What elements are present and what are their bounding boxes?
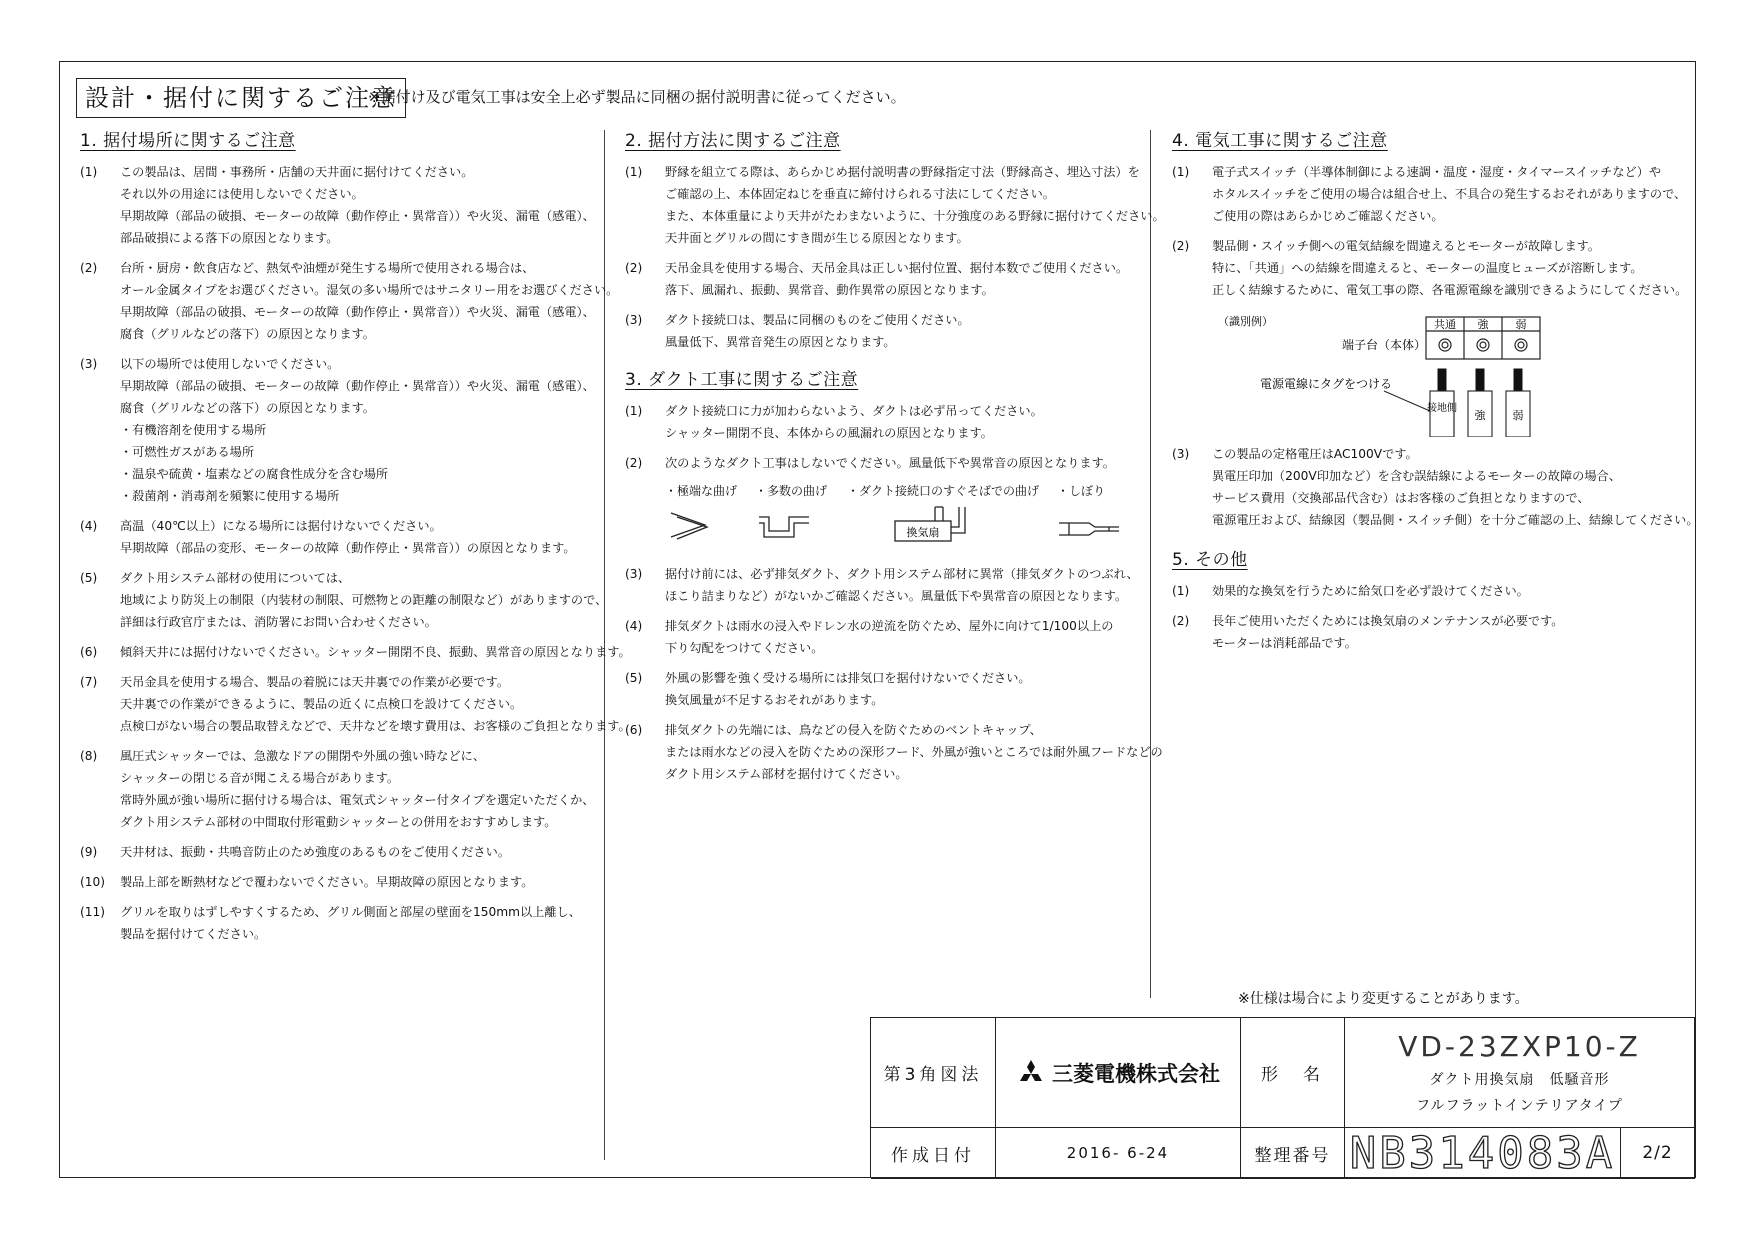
item-line: 天井面とグリルの間にすき間が生じる原因となります。 [665,231,969,245]
item-line: 部品破損による落下の原因となります。 [120,231,339,245]
note-item [1172,235,1692,301]
section-2-items [625,161,1165,353]
item-line: この製品の定格電圧はAC100Vです。 [1212,447,1418,461]
note-item [625,452,1145,474]
item-line: オール金属タイプをお選びください。湿気の多い場所ではサニタリー用をお選びください。 [120,283,619,297]
item-line: 異電圧印加（200V印加など）を含む誤結線によるモーターの故障の場合、 [1212,469,1621,483]
note-item [1172,161,1692,227]
document-number-cell [1345,1128,1621,1179]
page-title: 設計・据付に関するご注意 [76,78,406,118]
company-name: 三菱電機株式会社 [1052,1061,1220,1086]
item-line: 高温（40℃以上）になる場所には据付けないでください。 [120,519,442,533]
item-line: グリルを取りはずしやすくするため、グリル側面と部屋の壁面を150mm以上離し、 [120,905,581,919]
item-line: 傾斜天井には据付けないでください。シャッター開閉不良、振動、異常音の原因となります。 [120,645,631,659]
section-1-heading: 1. 据付場所に関するご注意 [80,131,296,151]
section-3-items-b [625,563,1163,785]
item-text [665,667,1031,711]
item-number: (1) [625,404,643,418]
item-line: ・可燃性ガスがある場所 [120,445,255,459]
date-label: 作成日付 [871,1128,996,1179]
duct-example-label: ・しぼり [1057,484,1106,498]
item-number: (6) [80,645,98,659]
section-3-items-a [625,400,1145,474]
note-item [80,161,600,249]
item-line: 早期故障（部品の変形、モーターの故障（動作停止・異常音））の原因となります。 [120,541,576,555]
item-text [665,719,1163,785]
note-item [625,257,1145,301]
item-number: (1) [625,165,643,179]
item-line: この製品は、居間・事務所・店舗の天井面に据付けてください。 [120,165,474,179]
terminal-label: 端子台（本体） [1342,338,1427,352]
item-line: 腐食（グリルなどの落下）の原因となります。 [120,327,375,341]
item-number: (5) [80,571,98,585]
item-number: (2) [625,456,643,470]
item-line: 製品上部を断熱材などで覆わないでください。早期故障の原因となります。 [120,875,534,889]
company-logo [1016,1058,1220,1088]
note-item [625,400,1145,444]
item-line: ホタルスイッチをご使用の場合は組合せ上、不具合の発生するおそれがありますので、 [1212,187,1687,201]
item-number: (11) [80,905,106,919]
item-line: 外風の影響を強く受ける場所には排気口を据付けないでください。 [665,671,1031,685]
item-number: (5) [625,671,643,685]
item-line: 排気ダクトの先端には、鳥などの侵入を防ぐためのベントキャップ、 [665,723,1042,737]
item-text [120,161,595,249]
item-line: ・温泉や硫黄・塩素などの腐食性成分を含む場所 [120,467,389,481]
item-line: ダクト接続口は、製品に同梱のものをご使用ください。 [665,313,970,327]
item-line: 詳細は行政官庁または、消防署にお問い合わせください。 [120,615,437,629]
item-line: ・殺菌剤・消毒剤を頻繁に使用する場所 [120,489,340,503]
item-line: ご確認の上、本体固定ねじを垂直に締付けられる寸法にしてください。 [665,187,1055,201]
item-line: 次のようなダクト工事はしないでください。風量低下や異常音の原因となります。 [665,456,1115,470]
item-text [1212,235,1687,301]
fan-label: 換気扇 [906,526,940,539]
note-item [625,719,1163,785]
item-text [120,841,510,863]
note-item [1172,610,1692,654]
item-number: (3) [625,567,643,581]
section-4-items-a [1172,161,1692,301]
item-text [120,515,576,559]
note-item [625,667,1145,711]
item-number: (9) [80,845,98,859]
duct-examples-diagram [669,503,1149,553]
tag-strong: 強 [1474,409,1486,422]
section-4-items-b [1172,443,1699,531]
spec-change-note: ※仕様は場合により変更することがあります。 [1238,991,1529,1007]
item-text [1212,580,1529,602]
section-2-heading: 2. 据付方法に関するご注意 [625,131,841,151]
item-number: (1) [1172,165,1190,179]
projection-method: 第3角図法 [871,1018,996,1128]
multiple-bends-icon [759,517,809,531]
item-line: 常時外風が強い場所に据付ける場合は、電気式シャッター付タイプを選定いただくか、 [120,793,595,807]
wiring-identification-diagram [1172,307,1632,437]
note-item [625,615,1145,659]
item-text [665,257,1128,301]
note-item [625,309,1145,353]
item-number: (1) [1172,584,1190,598]
item-number: (2) [625,261,643,275]
item-line: 換気風量が不足するおそれがあります。 [665,693,884,707]
note-item [80,353,600,507]
item-line: 特に、「共通」への結線を間違えると、モーターの温度ヒューズが溶断します。 [1212,261,1643,275]
item-number: (4) [80,519,98,533]
item-line: 天吊金具を使用する場合、製品の着脱には天井裏での作業が必要です。 [120,675,510,689]
item-number: (6) [625,723,643,737]
item-line: 早期故障（部品の破損、モーターの故障（動作停止・異常音））や火災、漏電（感電）、 [120,305,595,319]
note-item [80,671,631,737]
item-line: 電源電圧および、結線図（製品側・スイッチ側）を十分ご確認の上、結線してください。 [1212,513,1699,527]
note-item [1172,443,1699,531]
item-line: 天吊金具を使用する場合、天吊金具は正しい据付位置、据付本数でご使用ください。 [665,261,1129,275]
item-line: 天井材は、振動・共鳴音防止のため強度のあるものをご使用ください。 [120,845,510,859]
item-text [665,615,1113,659]
section-1-items [80,161,631,945]
item-line: 腐食（グリルなどの落下）の原因となります。 [120,401,375,415]
item-line: 落下、風漏れ、振動、異常音、動作異常の原因となります。 [665,283,994,297]
item-line: サービス費用（交換部品代含む）はお客様のご負担となりますので、 [1212,491,1590,505]
item-number: (3) [80,357,98,371]
item-line: ダクト用システム部材の使用については、 [120,571,351,585]
item-text [120,745,594,833]
section-5-heading: 5. その他 [1172,550,1248,570]
title-block [870,1017,1696,1178]
item-number: (8) [80,749,98,763]
note-item [80,567,608,633]
item-line: 天井裏での作業ができるように、製品の近くに点検口を設けてください。 [120,697,523,711]
item-line: 据付け前には、必ず排気ダクト、ダクト用システム部材に異常（排気ダクトのつぶれ、 [665,567,1139,581]
item-line: 野縁を組立てる際は、あらかじめ据付説明書の野縁指定寸法（野縁高さ、埋込寸法）を [665,165,1140,179]
note-item [80,257,619,345]
item-number: (2) [1172,614,1190,628]
item-text [120,353,595,507]
item-text [665,400,1043,444]
item-text [1212,161,1686,227]
note-item [80,641,631,663]
section-2 [625,126,1165,793]
terminal-common: 共通 [1434,318,1456,331]
item-line: 電子式スイッチ（半導体制御による速調・温度・湿度・タイマースイッチなど）や [1212,165,1662,179]
tag-note: 電源電線にタグをつける [1260,377,1393,391]
model-description-2: フルフラットインテリアタイプ [1416,1098,1623,1114]
item-text [665,563,1139,607]
item-line: シャッター開閉不良、本体からの風漏れの原因となります。 [665,426,993,440]
item-line: 正しく結線するために、電気工事の際、各電源電線を識別できるようにしてください。 [1212,283,1688,297]
item-number: (4) [625,619,643,633]
item-text [665,309,970,353]
item-number: (10) [80,875,106,889]
item-line: 早期故障（部品の破損、モーターの故障（動作停止・異常音））や火災、漏電（感電）、 [120,379,595,393]
note-item [80,515,600,559]
model-number: VD-23ZXP10-Z [1398,1030,1641,1063]
duct-example-label: ・ダクト接続口のすぐそばでの曲げ [847,484,1040,498]
section-1 [80,126,631,953]
item-line: モーターは消耗部品です。 [1212,636,1357,650]
item-line: シャッターの閉じる音が聞こえる場合があります。 [120,771,400,785]
note-item [1172,580,1692,602]
note-item [80,745,600,833]
item-number: (3) [625,313,643,327]
item-line: ダクト用システム部材の中間取付形電動シャッターとの併用をおすすめします。 [120,815,557,829]
document-number: NB314083A [1349,1127,1616,1179]
note-item [80,841,600,863]
tag-weak: 弱 [1512,409,1524,422]
note-item [625,161,1165,249]
item-text [665,452,1115,474]
item-text [120,567,607,633]
item-line: 風量低下、異常音発生の原因となります。 [665,335,896,349]
item-line: ほこり詰まりなど）がないかご確認ください。風量低下や異常音の原因となります。 [665,589,1128,603]
terminal-weak: 弱 [1515,318,1527,331]
model-description-1: ダクト用換気扇 低騒音形 [1429,1072,1610,1088]
item-line: または雨水などの浸入を防ぐための深形フード、外風が強いところでは耐外風フードなどの [665,745,1163,759]
item-text [120,641,631,663]
item-number: (1) [80,165,98,179]
section-4 [1172,126,1699,662]
section-3-heading: 3. ダクト工事に関するご注意 [625,370,859,390]
item-line: 地域により防災上の制限（内装材の制限、可燃物との距離の制限など）がありますので、 [120,593,608,607]
item-text [1212,443,1699,531]
duct-example-label: ・極端な曲げ [665,484,738,498]
item-text [120,901,581,945]
terminal-strong: 強 [1477,318,1489,331]
docno-label: 整理番号 [1241,1128,1345,1179]
item-line: それ以外の用途には使用しないでください。 [120,187,364,201]
creation-date: 2016- 6-24 [996,1128,1241,1179]
item-text [120,671,631,737]
item-line: 下り勾配をつけてください。 [665,641,824,655]
three-diamonds-icon [1016,1060,1046,1086]
duct-example-labels [665,482,1145,499]
item-line: 長年ご使用いただくためには換気扇のメンテナンスが必要です。 [1212,614,1564,628]
item-line: 以下の場所では使用しないでください。 [120,357,340,371]
item-line: 製品側・スイッチ側への電気結線を間違えるとモーターが故障します。 [1212,239,1601,253]
item-text [120,871,533,893]
section-5-items [1172,580,1692,654]
item-line: ダクト接続口に力が加わらないよう、ダクトは必ず吊ってください。 [665,404,1043,418]
duct-example-label: ・多数の曲げ [755,484,828,498]
item-line: 排気ダクトは雨水の浸入やドレン水の逆流を防ぐため、屋外に向けて1/100以上の [665,619,1114,633]
model-label: 形 名 [1241,1018,1345,1128]
item-line: 点検口がない場合の製品取替えなどで、天井などを壊す費用は、お客様のご負担となります。 [120,719,631,733]
item-line: 早期故障（部品の破損、モーターの故障（動作停止・異常音））や火災、漏電（感電）、 [120,209,595,223]
column-divider-2 [1150,130,1151,998]
item-line: また、本体重量により天井がたわまないように、十分強度のある野縁に据付けてください。 [665,209,1165,223]
company-cell [996,1018,1241,1128]
item-line: ご使用の際はあらかじめご確認ください。 [1212,209,1444,223]
item-number: (3) [1172,447,1190,461]
constriction-icon [1059,523,1119,535]
item-line: ・有機溶剤を使用する場所 [120,423,267,437]
page-number: 2/2 [1621,1128,1695,1179]
note-item [80,871,600,893]
safety-note: ※据付け及び電気工事は安全上必ず製品に同梱の据付説明書に従ってください。 [368,88,906,106]
example-label: （識別例） [1218,315,1273,328]
item-line: 風圧式シャッターでは、急激なドアの開閉や外風の強い時などに、 [120,749,486,763]
item-text [1212,610,1564,654]
tag-ground: 接地側 [1427,403,1457,414]
item-text [120,257,618,345]
note-item [625,563,1145,607]
item-text [665,161,1165,249]
note-item [80,901,600,945]
power-wires [1438,369,1522,391]
item-line: 効果的な換気を行うために給気口を必ず設けてください。 [1212,584,1529,598]
item-line: 台所・厨房・飲食店など、熱気や油煙が発生する場所で使用される場合は、 [120,261,535,275]
section-4-heading: 4. 電気工事に関するご注意 [1172,131,1388,151]
item-line: 製品を据付けてください。 [120,927,267,941]
item-number: (2) [80,261,98,275]
item-line: ダクト用システム部材を据付けてください。 [665,767,908,781]
item-number: (2) [1172,239,1190,253]
item-number: (7) [80,675,98,689]
model-cell [1345,1018,1695,1128]
